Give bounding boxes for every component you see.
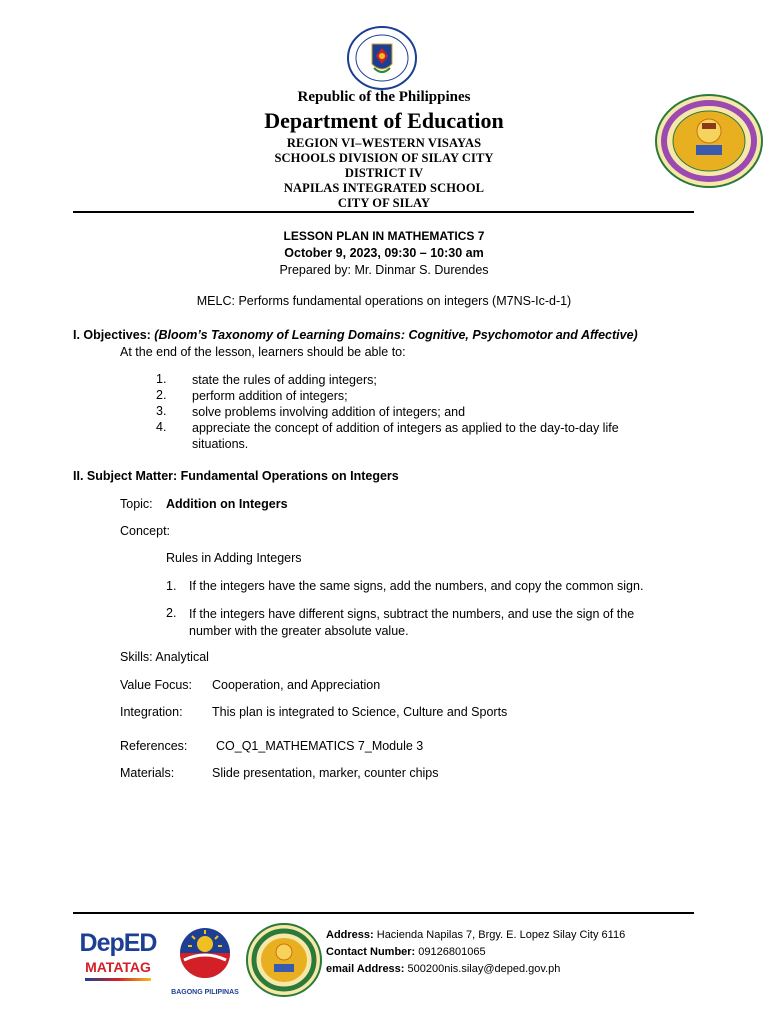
- prepared-by: Prepared by: Mr. Dinmar S. Durendes: [279, 263, 489, 277]
- objective-number: 4.: [156, 420, 167, 434]
- rule-number: 2.: [166, 606, 177, 620]
- contact-label: Contact Number:: [326, 946, 416, 958]
- materials-label: Materials:: [120, 766, 175, 780]
- topic-label: Topic:: [120, 497, 153, 511]
- objective-number: 1.: [156, 372, 167, 386]
- bagong-pilipinas-icon: [170, 926, 240, 980]
- division-line: SCHOOLS DIVISION OF SILAY CITY: [274, 151, 494, 165]
- address-label: Address:: [326, 929, 374, 941]
- contact-line: [326, 946, 486, 958]
- school-seal-footer-icon: [245, 922, 323, 998]
- department-title: Department of Education: [264, 108, 504, 133]
- region-line: REGION VI–WESTERN VISAYAS: [286, 136, 482, 150]
- melc-line: MELC: Performs fundamental operations on integers (M7NS-Ic-d-1): [196, 294, 572, 308]
- topic-value: Addition on Integers: [166, 497, 288, 511]
- subject-matter-heading: II. Subject Matter: Fundamental Operations on Integers: [73, 469, 399, 483]
- integration-label: Integration:: [120, 705, 183, 719]
- lesson-plan-title: LESSON PLAN IN MATHEMATICS 7: [283, 229, 485, 243]
- objectives-heading-italic: (Bloom’s Taxonomy of Learning Domains: Cognitive, Psychomotor and Affective): [154, 328, 638, 342]
- materials-value: Slide presentation, marker, counter chips: [212, 766, 439, 780]
- rule-number: 1.: [166, 579, 177, 593]
- objective-number: 2.: [156, 388, 167, 402]
- objectives-intro: At the end of the lesson, learners should be able to:: [120, 345, 406, 359]
- value-focus-label: Value Focus:: [120, 678, 193, 692]
- bagong-pilipinas-logo: [170, 926, 240, 994]
- skills-line: Skills: Analytical: [120, 650, 209, 664]
- republic-line: Republic of the Philippines: [297, 89, 471, 105]
- deped-seal-icon: [346, 26, 418, 90]
- objective-item: solve problems involving addition of integers; and: [192, 405, 466, 419]
- deped-matatag-logo: [78, 928, 158, 994]
- matatag-underline: [85, 978, 151, 981]
- integration-value: This plan is integrated to Science, Culture and Sports: [212, 705, 508, 719]
- email-label: email Address:: [326, 963, 405, 975]
- contact-value: 09126801065: [415, 946, 486, 958]
- address-line: [326, 929, 625, 941]
- objective-item: perform addition of integers;: [192, 389, 348, 403]
- school-line: NAPILAS INTEGRATED SCHOOL: [283, 181, 485, 195]
- objective-number: 3.: [156, 404, 167, 418]
- header-divider: [73, 211, 694, 213]
- district-line: DISTRICT IV: [344, 166, 424, 180]
- references-value: CO_Q1_MATHEMATICS 7_Module 3: [216, 739, 424, 753]
- deped-logo-text: DepED: [79, 929, 157, 957]
- email-line: [326, 963, 560, 975]
- footer-divider: [73, 912, 694, 914]
- objectives-heading: [73, 328, 638, 342]
- matatag-logo-text: MATATAG: [85, 959, 151, 975]
- lesson-date: October 9, 2023, 09:30 – 10:30 am: [284, 246, 484, 260]
- objective-item: appreciate the concept of addition of integers as applied to the day-to-day life situations.: [192, 421, 619, 451]
- rules-title: Rules in Adding Integers: [166, 551, 302, 565]
- objectives-heading-label: I. Objectives:: [73, 328, 155, 342]
- references-label: References:: [120, 739, 188, 753]
- value-focus-value: Cooperation, and Appreciation: [212, 678, 381, 692]
- concept-label: Concept:: [120, 524, 171, 538]
- rule-item: If the integers have different signs, subtract the numbers, and use the sign of the number with the greater absolute value.: [189, 607, 635, 638]
- city-line: CITY OF SILAY: [337, 196, 431, 210]
- email-value[interactable]: 500200nis.silay@deped.gov.ph: [404, 963, 561, 975]
- bagong-pilipinas-text: BAGONG PILIPINAS: [171, 989, 239, 996]
- rule-item: If the integers have the same signs, add the numbers, and copy the common sign.: [189, 579, 644, 593]
- objective-item: state the rules of adding integers;: [192, 373, 377, 387]
- address-value: Hacienda Napilas 7, Brgy. E. Lopez Silay City 6116: [373, 929, 626, 941]
